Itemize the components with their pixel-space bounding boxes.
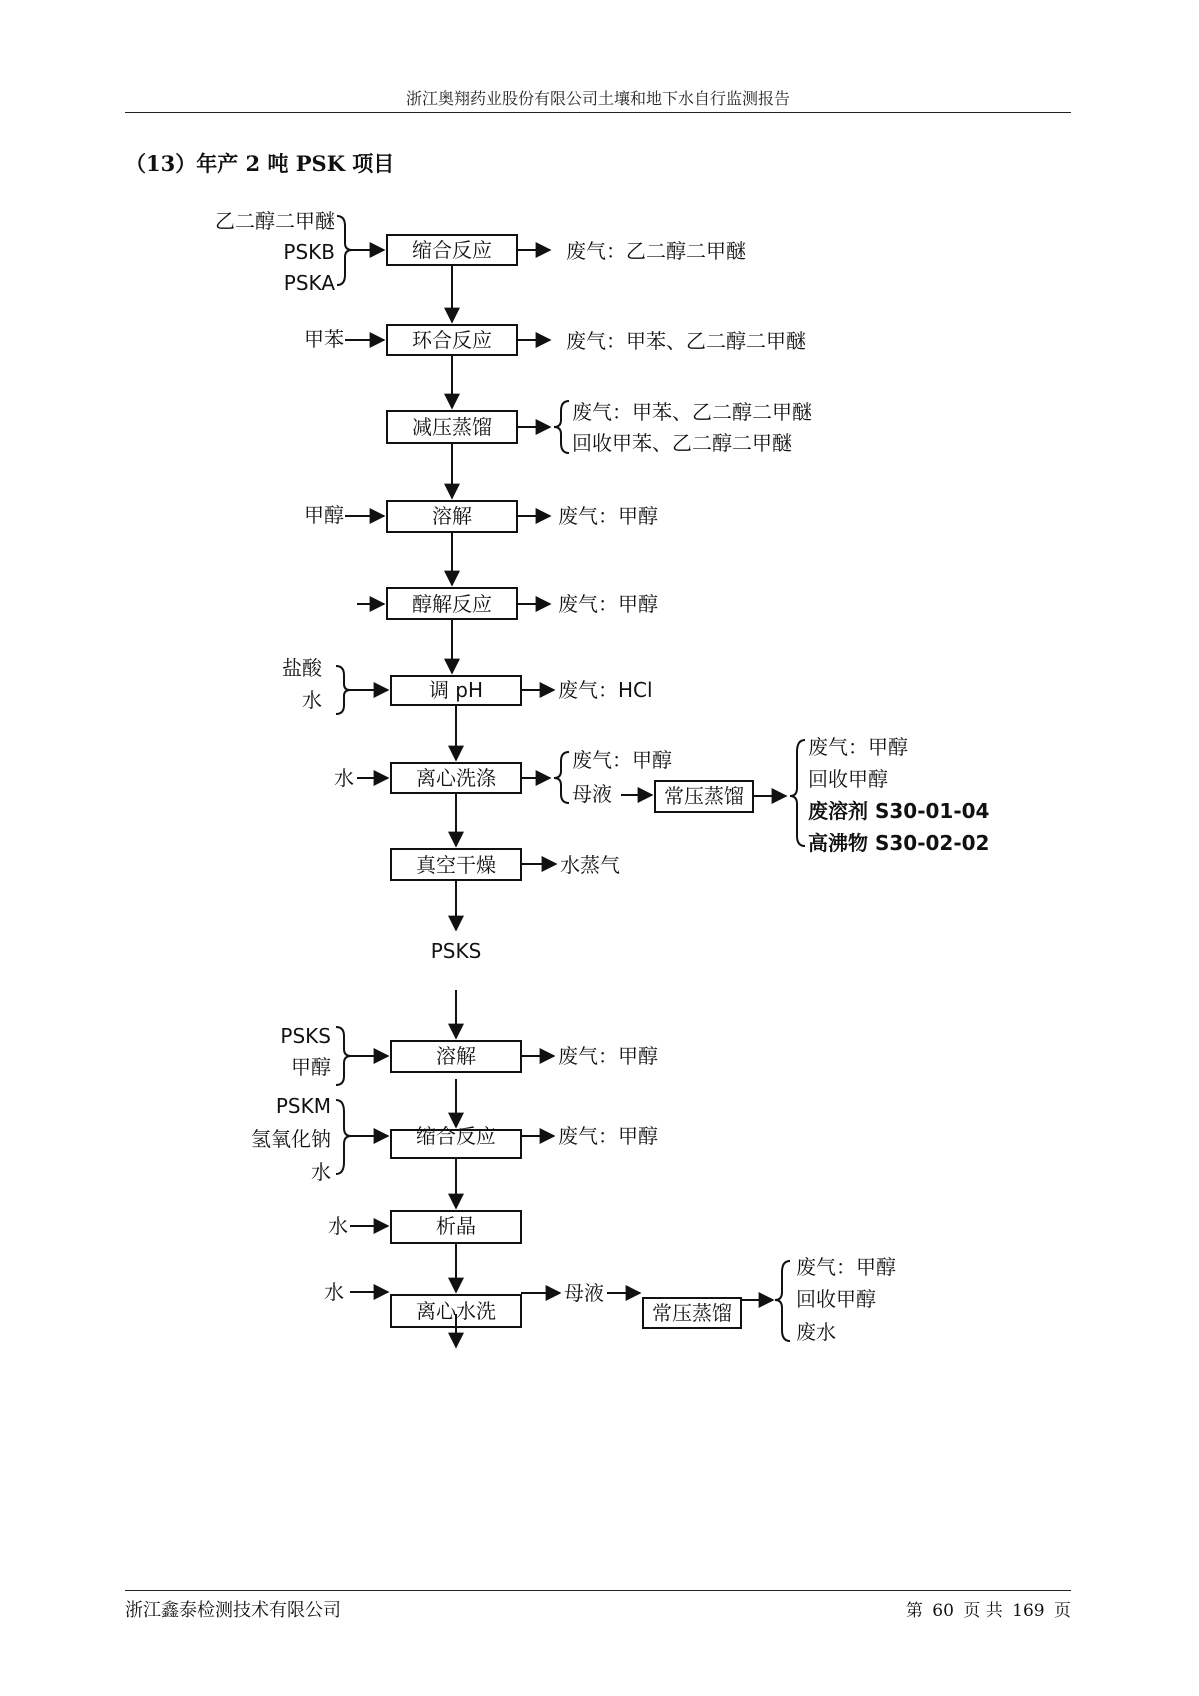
footer-company: 浙江鑫泰检测技术有限公司 bbox=[125, 1600, 341, 1621]
box-condensation-reaction-2: 缩合反应 bbox=[416, 1124, 496, 1148]
output-s6-exhaust: 废气：HCl bbox=[558, 678, 653, 702]
box-vacuum-drying: 真空干燥 bbox=[416, 853, 496, 877]
output-s4-exhaust: 废气：甲醇 bbox=[558, 504, 658, 528]
output-s2-exhaust: 废气：甲苯、乙二醇二甲醚 bbox=[566, 329, 806, 353]
output-s5-exhaust: 废气：甲醇 bbox=[558, 592, 658, 616]
output-s9-exhaust: 废气：甲醇 bbox=[558, 1044, 658, 1068]
section-title: （13）年产 2 吨 PSK 项目 bbox=[125, 151, 395, 176]
input-toluene: 甲苯 bbox=[304, 327, 344, 351]
input-sodium-hydroxide: 氢氧化钠 bbox=[251, 1127, 331, 1151]
output-s3-recovery: 回收甲苯、乙二醇二甲醚 bbox=[572, 431, 792, 455]
box-cyclization-reaction: 环合反应 bbox=[412, 328, 492, 352]
output-s12-wastewater: 废水 bbox=[796, 1320, 836, 1344]
page-mid: 页 共 bbox=[963, 1601, 1003, 1621]
box-atmospheric-distillation-2: 常压蒸馏 bbox=[652, 1301, 732, 1325]
intermediate-psks: PSKS bbox=[430, 939, 482, 963]
output-s7-sub-exhaust: 废气：甲醇 bbox=[808, 735, 908, 759]
page-total: 169 bbox=[1012, 1601, 1045, 1621]
output-s7-exhaust: 废气：甲醇 bbox=[572, 748, 672, 772]
output-s7-mother-liquor: 母液 bbox=[572, 782, 612, 806]
report-header-title: 浙江奥翔药业股份有限公司土壤和地下水自行监测报告 bbox=[405, 89, 790, 108]
input-hydrochloric-acid: 盐酸 bbox=[282, 656, 322, 680]
input-water-wash-2: 水 bbox=[324, 1280, 344, 1304]
output-s10-exhaust: 废气：甲醇 bbox=[558, 1124, 658, 1148]
input-pskm: PSKM bbox=[275, 1094, 331, 1118]
output-s12-mother-liquor: 母液 bbox=[564, 1281, 604, 1305]
box-centrifugal-water-washing: 离心水洗 bbox=[416, 1299, 496, 1323]
output-s1-exhaust: 废气：乙二醇二甲醚 bbox=[566, 239, 746, 263]
footer-page-info bbox=[902, 1596, 1071, 1621]
box-condensation-reaction: 缩合反应 bbox=[412, 238, 492, 262]
output-s12-sub-exhaust: 废气：甲醇 bbox=[796, 1255, 896, 1279]
box-adjust-ph: 调 pH bbox=[428, 678, 484, 702]
output-high-boilers: 高沸物 S30-02-02 bbox=[808, 831, 990, 855]
input-methanol-2: 甲醇 bbox=[291, 1055, 331, 1079]
page-number: 60 bbox=[932, 1601, 954, 1621]
input-water-condensation: 水 bbox=[311, 1160, 331, 1184]
footer-rule bbox=[125, 1590, 1071, 1591]
input-psks: PSKS bbox=[280, 1024, 331, 1048]
output-waste-solvent: 废溶剂 S30-01-04 bbox=[808, 799, 990, 823]
box-dissolution: 溶解 bbox=[432, 504, 472, 528]
output-s8-water-vapor: 水蒸气 bbox=[560, 853, 620, 877]
input-methanol: 甲醇 bbox=[304, 503, 344, 527]
page-prefix: 第 bbox=[905, 1601, 923, 1621]
input-pskb: PSKB bbox=[283, 240, 335, 264]
box-vacuum-distillation: 减压蒸馏 bbox=[412, 415, 492, 439]
box-alcoholysis-reaction: 醇解反应 bbox=[412, 592, 492, 616]
box-crystallization: 析晶 bbox=[436, 1214, 476, 1238]
box-centrifugal-washing: 离心洗涤 bbox=[416, 766, 496, 790]
box-dissolution-2: 溶解 bbox=[436, 1044, 476, 1068]
input-water-crystallization: 水 bbox=[328, 1214, 348, 1238]
output-s3-exhaust: 废气：甲苯、乙二醇二甲醚 bbox=[572, 400, 812, 424]
input-water-wash: 水 bbox=[334, 766, 354, 790]
output-s12-sub-recovery: 回收甲醇 bbox=[796, 1287, 876, 1311]
page-suffix: 页 bbox=[1054, 1601, 1071, 1621]
input-pska: PSKA bbox=[283, 271, 335, 295]
input-water-ph: 水 bbox=[302, 688, 322, 712]
output-s7-sub-recovery: 回收甲醇 bbox=[808, 767, 888, 791]
box-atmospheric-distillation-1: 常压蒸馏 bbox=[664, 784, 744, 808]
input-dme: 乙二醇二甲醚 bbox=[215, 209, 335, 233]
